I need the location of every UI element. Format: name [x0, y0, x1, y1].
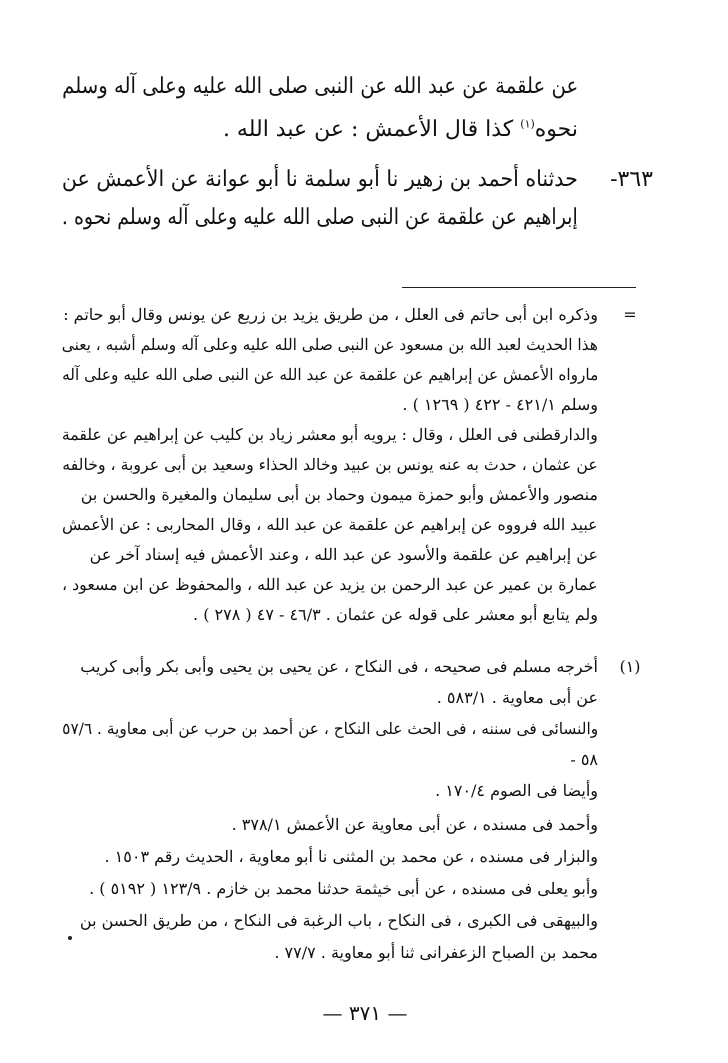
footnote-1-line: وأبو يعلى فى مسنده ، عن أبى خيثمة حدثنا محمد بن خازم . ١٢٣/٩ ( ٥١٩٢ ) . — [89, 879, 598, 898]
hadith-number: ٣٦٣- — [610, 167, 653, 192]
footnote-continuation-line: عن عثمان ، حدث به عنه يونس بن عبيد وخالد الحذاء وسعيد بن أبى عروبة ، وخالفه — [62, 455, 598, 474]
footnote-1-line: عن أبى معاوية . ٥٨٣/١ . — [436, 688, 598, 707]
page-number: — ٣٧١ — — [322, 1001, 408, 1025]
main-text-line-2 — [223, 115, 578, 145]
hadith-text-line-1: حدثناه أحمد بن زهير نا أبو سلمة نا أبو عوانة عن الأعمش عن — [62, 167, 578, 192]
hadith-text-line-2: إبراهيم عن علقمة عن النبى صلى الله عليه وعلى آله وسلم نحوه . — [62, 205, 578, 230]
footnote-1-marker: (١) — [619, 657, 641, 676]
footnote-continuation-marker: = — [623, 305, 637, 324]
footnote-1-line: والنسائى فى سننه ، فى الحث على النكاح ، عن أحمد بن حرب عن أبى معاوية . ٥٧/٦ — [61, 719, 599, 738]
footnote-continuation-line: مارواه الأعمش عن إبراهيم عن علقمة عن عبد الله عن النبى صلى الله عليه وعلى آله — [61, 365, 598, 384]
footnote-continuation-line: عمارة بن عمير عن عبد الرحمن بن يزيد عن عبد الله ، والمحفوظ عن ابن مسعود ، — [62, 575, 598, 594]
footnote-1-line: أخرجه مسلم فى صحيحه ، فى النكاح ، عن يحيى بن يحيى وأبى بكر وأبى كريب — [80, 657, 598, 676]
footnote-1-line: والبزار فى مسنده ، عن محمد بن المثنى نا أبو معاوية ، الحديث رقم ١٥٠٣ . — [104, 847, 598, 866]
footnote-divider — [402, 287, 636, 288]
footnote-continuation-line: وذكره ابن أبى حاتم فى العلل ، من طريق يزيد بن زريع عن يونس وقال أبو حاتم : — [63, 305, 598, 324]
footnote-continuation-line: ولم يتابع أبو معشر على قوله عن عثمان . ٤٦/٣ - ٤٧ ( ٢٧٨ ) . — [193, 605, 598, 624]
footnote-continuation-line: والدارقطنى فى العلل ، وقال : يرويه أبو معشر زياد بن كليب عن إبراهيم عن علقمة — [61, 425, 598, 444]
footnote-1-line: وأيضا فى الصوم ١٧٠/٤ . — [435, 781, 598, 800]
footnote-continuation-line: وسلم ٤٢١/١ - ٤٢٢ ( ١٢٦٩ ) . — [402, 395, 598, 414]
footnote-continuation-line: عبيد الله فرووه عن إبراهيم عن علقمة عن عبد الله ، وقال المحاربى : عن الأعمش — [62, 515, 598, 534]
ink-dot — [68, 936, 72, 940]
footnote-1-line: - ٥٨ — [570, 750, 598, 769]
footnote-1-line: وأحمد فى مسنده ، عن أبى معاوية عن الأعمش ٣٧٨/١ . — [231, 815, 598, 834]
footnote-1-line: والبيهقى فى الكبرى ، فى النكاح ، باب الرغبة فى النكاح ، من طريق الحسن بن — [79, 911, 598, 930]
footnote-continuation-line: هذا الحديث لعبد الله بن مسعود عن النبى صلى الله عليه وعلى آله وسلم أشبه ، يعنى — [61, 335, 598, 354]
footnote-continuation-line: عن إبراهيم عن علقمة والأسود عن عبد الله ، وعند الأعمش فيه إسناد آخر عن — [89, 545, 598, 564]
main-text-line-2-end: كذا قال الأعمش : عن عبد الله . — [222, 117, 521, 142]
footnote-1-line: محمد بن الصباح الزعفرانى ثنا أبو معاوية . ٧٧/٧ . — [274, 943, 598, 962]
main-text-line-1: عن علقمة عن عبد الله عن النبى صلى الله عليه وعلى آله وسلم — [61, 74, 578, 99]
main-text-line-2-start: نحوه — [534, 117, 578, 142]
footnote-reference-1[interactable]: (١) — [520, 117, 535, 131]
footnote-continuation-line: منصور والأعمش وأبو حمزة ميمون وحماد بن أبى سليمان والمغيرة والحسن بن — [80, 485, 598, 504]
